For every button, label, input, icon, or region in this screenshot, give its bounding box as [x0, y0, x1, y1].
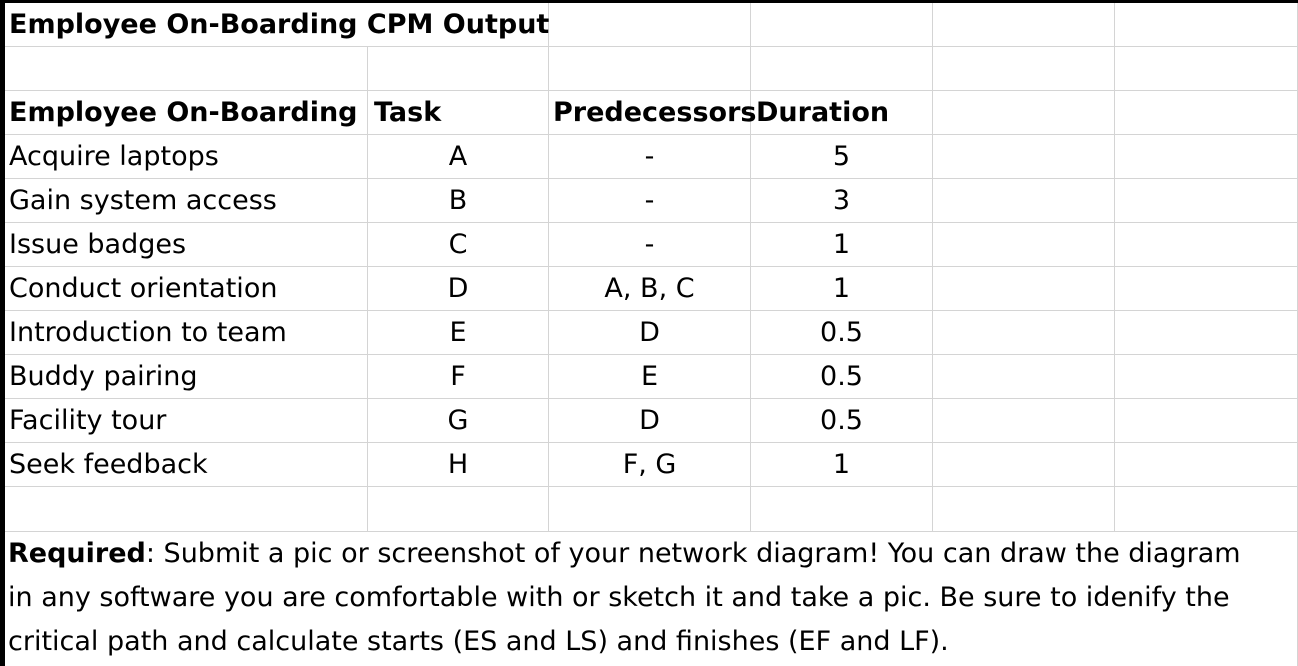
predecessors-cell[interactable]: - — [644, 141, 655, 172]
activity-cell[interactable]: Introduction to team — [9, 317, 287, 348]
task-cell[interactable]: E — [449, 317, 467, 348]
duration-cell[interactable]: 0.5 — [820, 361, 863, 392]
duration-cell[interactable]: 3 — [832, 185, 851, 216]
predecessors-cell[interactable]: A, B, C — [604, 273, 695, 304]
note-text: : Submit a pic or screenshot of your network diagram! You can draw the diagram — [145, 538, 1241, 569]
activity-cell[interactable]: Buddy pairing — [9, 361, 198, 392]
task-cell[interactable]: C — [448, 229, 468, 260]
task-cell[interactable]: F — [450, 361, 466, 392]
task-cell[interactable]: B — [448, 185, 468, 216]
predecessors-cell[interactable]: D — [639, 405, 660, 436]
activity-cell[interactable]: Acquire laptops — [9, 141, 219, 172]
duration-cell[interactable]: 0.5 — [820, 317, 863, 348]
duration-cell[interactable]: 5 — [832, 141, 851, 172]
predecessors-cell[interactable]: E — [640, 361, 659, 392]
instructions-note[interactable] — [8, 532, 1296, 664]
note-line: critical path and calculate starts (ES and LS) and finishes (EF and LF). — [8, 626, 949, 657]
predecessors-cell[interactable]: D — [639, 317, 660, 348]
task-cell[interactable]: H — [447, 449, 469, 480]
activity-cell[interactable]: Seek feedback — [9, 449, 208, 480]
task-cell[interactable]: A — [448, 141, 468, 172]
sheet-left-border — [0, 0, 5, 666]
note-line: in any software you are comfortable with or sketch it and take a pic. Be sure to idenify the — [8, 582, 1230, 613]
activity-cell[interactable]: Issue badges — [9, 229, 187, 260]
predecessors-cell[interactable]: - — [644, 229, 655, 260]
predecessors-cell[interactable]: F, G — [622, 449, 677, 480]
task-cell[interactable]: D — [447, 273, 469, 304]
duration-cell[interactable]: 1 — [832, 449, 851, 480]
note-line — [8, 532, 1296, 576]
activity-cell[interactable]: Gain system access — [9, 185, 277, 216]
header-predecessors[interactable]: Predecessors — [553, 97, 757, 128]
header-activity[interactable]: Employee On-Boarding — [9, 97, 358, 128]
duration-cell[interactable]: 0.5 — [820, 405, 863, 436]
duration-cell[interactable]: 1 — [832, 273, 851, 304]
activity-cell[interactable]: Facility tour — [9, 405, 167, 436]
task-cell[interactable]: G — [447, 405, 469, 436]
header-duration[interactable]: Duration — [756, 97, 890, 128]
sheet-title[interactable]: Employee On-Boarding CPM Output — [9, 9, 550, 40]
header-task[interactable]: Task — [374, 97, 442, 128]
predecessors-cell[interactable]: - — [644, 185, 655, 216]
duration-cell[interactable]: 1 — [832, 229, 851, 260]
activity-cell[interactable]: Conduct orientation — [9, 273, 278, 304]
note-label: Required — [8, 538, 146, 569]
